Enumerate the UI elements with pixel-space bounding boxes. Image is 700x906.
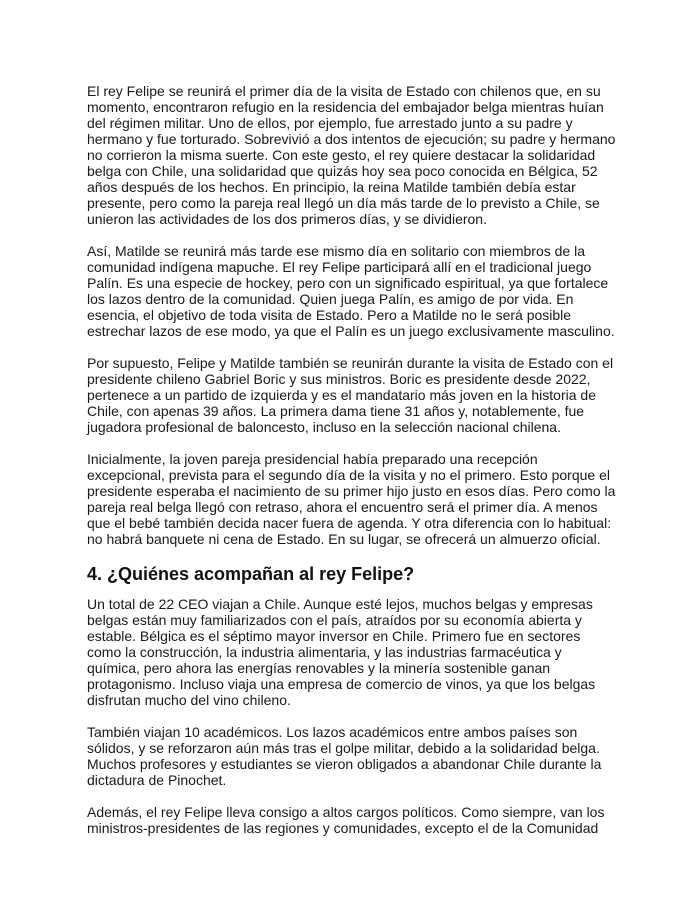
paragraph-boric: Por supuesto, Felipe y Matilde también se reunirán durante la visita de Estado con el presidente chileno Gabriel Boric y sus ministros. Boric es presidente desde 2022, pertenece a un partido de izquierda y es el mandatario más joven en la historia de Chile, con apenas 39 años. La primera dama tiene 31 años y, notablemente, fue jugadora profesional de baloncesto, incluso en la selección nacional chilena. — [87, 355, 614, 435]
paragraph-ceos: Un total de 22 CEO viajan a Chile. Aunque esté lejos, muchos belgas y empresas belgas están muy familiarizados con el país, atraídos por su economía abierta y estable. Bélgica es el séptimo mayor inversor en Chile. Primero fue en sectores como la construcción, la industria alimentaria, y las industrias farmacéutica y química, pero ahora las energías renovables y la minería sostenible ganan protagonismo. Incluso viaja una empresa de comercio de vinos, ya que los belgas disfrutan mucho del vino chileno. — [87, 596, 596, 708]
paragraph-refugees: El rey Felipe se reunirá el primer día de la visita de Estado con chilenos que, en su momento, encontraron refugio en la residencia del embajador belga mientras huían del régimen militar. Uno de ellos, por ejemplo, fue arrestado junto a su padre y hermano y fue torturado. Sobrevivió a dos intentos de ejecución; su padre y hermano no corrieron la misma suerte. Con este gesto, el rey quiere destacar la solidaridad belga con Chile, una solidaridad que quizás hoy sea poco conocida en Bélgica, 52 años después de los hechos. En principio, la reina Matilde también debía estar presente, pero como la pareja real llegó un día más tarde de lo previsto a Chile, se unieron las actividades de los dos primeros días, y se dividieron. — [87, 83, 616, 227]
paragraph-mapuche-palin: Así, Matilde se reunirá más tarde ese mismo día en solitario con miembros de la comunidad indígena mapuche. El rey Felipe participará allí en el tradicional juego Palín. Es una especie de hockey, pero con un significado espiritual, ya que fortalece los lazos dentro de la comunidad. Quien juega Palín, es amigo de por vida. En esencia, el objetivo de toda visita de Estado. Pero a Matilde no le será posible estrechar lazos de ese modo, ya que el Palín es un juego exclusivamente masculino. — [87, 243, 615, 339]
section-heading: 4. ¿Quiénes acompañan al rey Felipe? — [87, 564, 415, 584]
paragraph-reception: Inicialmente, la joven pareja presidencial había preparado una recepción excepcional, prevista para el segundo día de la visita y no el primero. Esto porque el presidente esperaba el nacimiento de su primer hijo justo en esos días. Pero como la pareja real belga llegó con retraso, ahora el encuentro será el primer día. A menos que el bebé también decida nacer fuera de agenda. Y otra diferencia con lo habitual: no habrá banquete ni cena de Estado. En su lugar, se ofrecerá un almuerzo oficial. — [87, 451, 616, 547]
paragraph-academics: También viajan 10 académicos. Los lazos académicos entre ambos países son sólidos, y se reforzaron aún más tras el golpe militar, debido a la solidaridad belga. Muchos profesores y estudiantes se vieron obligados a abandonar Chile durante la dictadura de Pinochet. — [87, 724, 602, 788]
paragraph-politicians: Además, el rey Felipe lleva consigo a altos cargos políticos. Como siempre, van los ministros-presidentes de las regiones y comunidades, excepto el de la Comunidad — [87, 804, 605, 836]
document-page — [87, 83, 617, 852]
